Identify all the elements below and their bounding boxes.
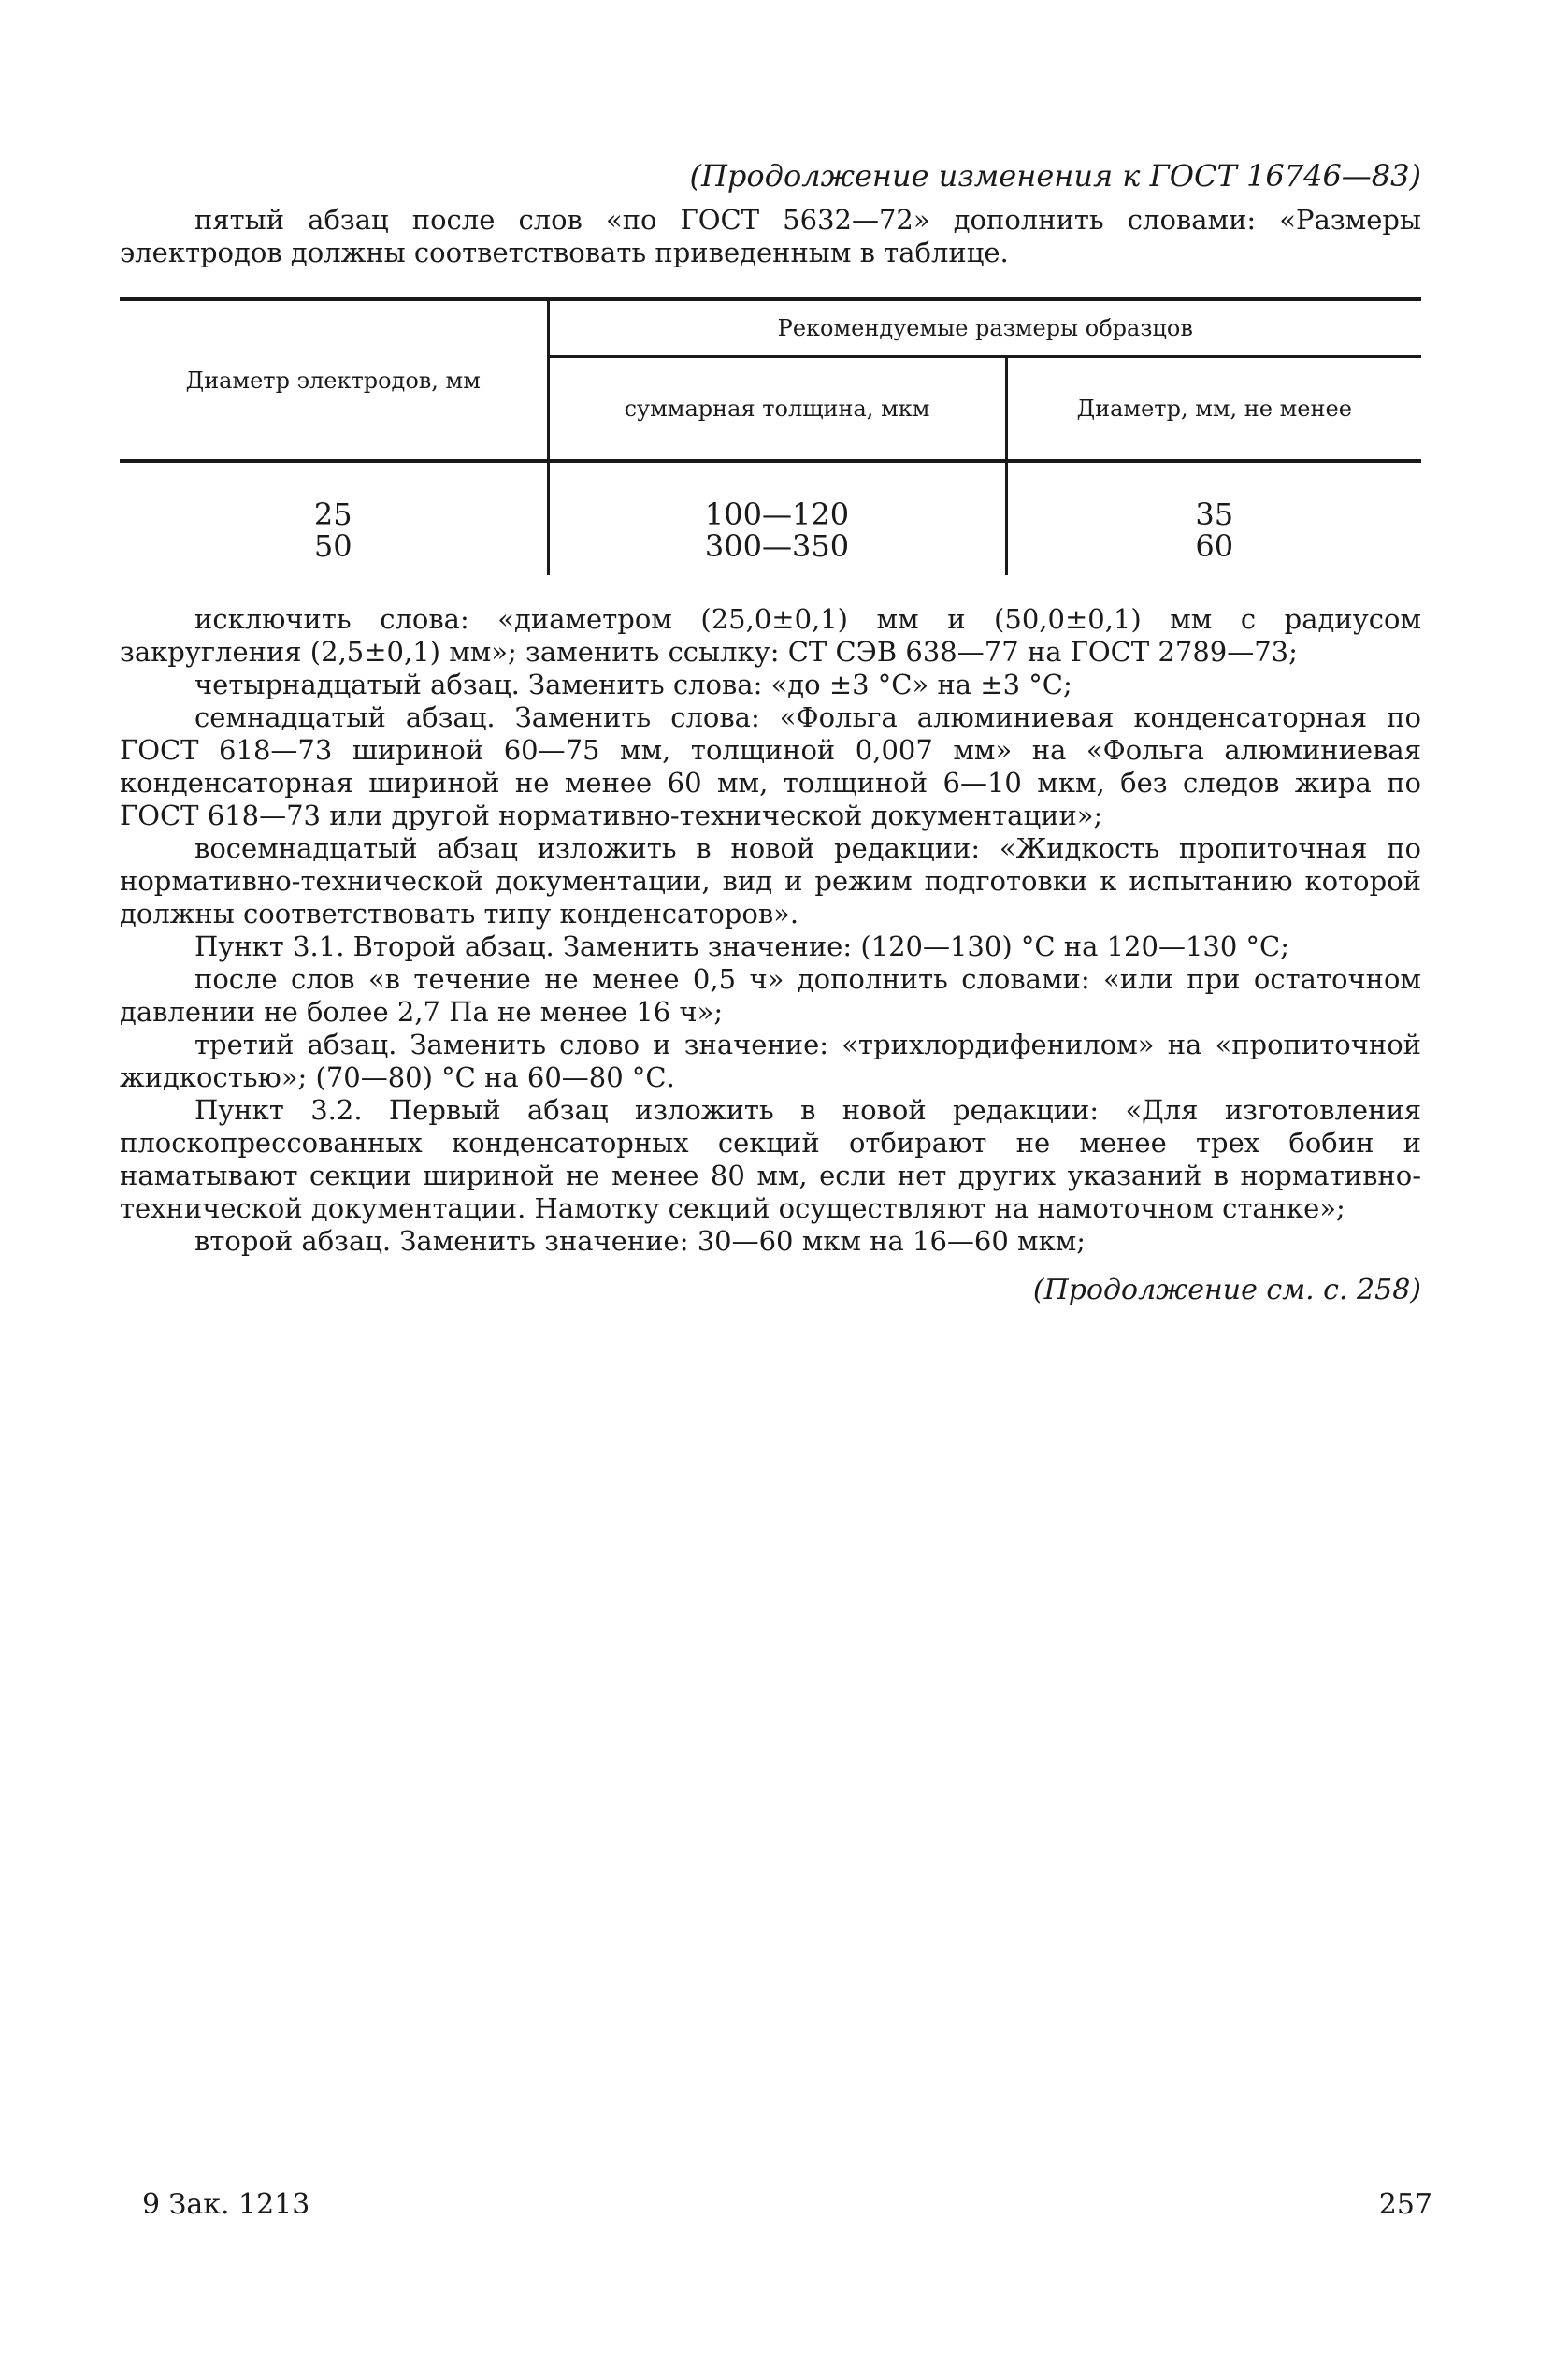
cell-diameters bbox=[120, 463, 548, 575]
paragraph: третий абзац. Заменить слово и значение: «трихлордифенилом» на «пропиточной жидкостью»; (70—80) °С на 60—80 °С. bbox=[120, 1029, 1421, 1093]
sample-size-table bbox=[120, 297, 1421, 575]
col-header-total-thickness: суммарная толщина, мкм bbox=[548, 357, 1006, 462]
table-cell: 50 bbox=[313, 528, 352, 564]
paragraph: Пункт 3.2. Первый абзац изложить в новой редакции: «Для изготовления плоскопрессованных конденсаторных секций отбирают не менее трех бобин и наматывают секции шириной не менее 80 мм, если нет других указаний в нормативно-технической документации. Намотку секций осуществляют на намоточном станке»; bbox=[120, 1094, 1421, 1224]
col-header-sample-diameter: Диаметр, мм, не менее bbox=[1006, 357, 1421, 462]
table-cell: 60 bbox=[1195, 528, 1234, 564]
intro-paragraph: пятый абзац после слов «по ГОСТ 5632—72» дополнить словами: «Размеры электродов должны соответствовать приведенным в таблице. bbox=[120, 204, 1421, 268]
cell-sample-diameters bbox=[1006, 463, 1421, 575]
paragraph: восемнадцатый абзац изложить в новой редакции: «Жидкость пропиточная по нормативно-технической документации, вид и режим подготовки к испытанию которой должны соответствовать типу конденсаторов». bbox=[120, 832, 1421, 930]
paragraph: после слов «в течение не менее 0,5 ч» дополнить словами: «или при остаточном давлении не более 2,7 Па не менее 16 ч»; bbox=[120, 963, 1421, 1028]
paragraph: Пункт 3.1. Второй абзац. Заменить значение: (120—130) °С на 120—130 °С; bbox=[194, 930, 1289, 962]
table-cell: 300—350 bbox=[704, 528, 850, 564]
table-body bbox=[120, 463, 1421, 575]
header-continuation: (Продолжение изменения к ГОСТ 16746—83) bbox=[689, 158, 1421, 194]
page-number: 257 bbox=[1378, 2188, 1432, 2221]
paragraph: четырнадцатый абзац. Заменить слова: «до ±3 °С» на ±3 °С; bbox=[194, 669, 1072, 700]
order-number: 9 Зак. 1213 bbox=[142, 2188, 310, 2221]
paragraph: исключить слова: «диаметром (25,0±0,1) мм и (50,0±0,1) мм с радиусом закругления (2,5±0,1) мм»; заменить ссылку: СТ СЭВ 638—77 на ГОСТ 2789—73; bbox=[120, 603, 1421, 668]
paragraph: второй абзац. Заменить значение: 30—60 мкм на 16—60 мкм; bbox=[194, 1225, 1086, 1257]
document-page bbox=[120, 157, 1421, 1336]
paragraph: семнадцатый абзац. Заменить слова: «Фольга алюминиевая конденсаторная по ГОСТ 618—73 шириной 60—75 мм, толщиной 0,007 мм» на «Фольга алюминиевая конденсаторная шириной не менее 60 мм, толщиной 6—10 мкм, без следов жира по ГОСТ 618—73 или другой нормативно-технической документации»; bbox=[120, 701, 1421, 831]
footer-continuation: (Продолжение см. с. 258) bbox=[1032, 1274, 1421, 1306]
col-header-electrode-diameter: Диаметр электродов, мм bbox=[185, 367, 481, 394]
table-cell: 35 bbox=[1195, 497, 1234, 532]
table-cell: 25 bbox=[313, 497, 352, 532]
table-cell: 100—120 bbox=[704, 497, 850, 532]
cell-thicknesses bbox=[548, 463, 1006, 575]
group-header-recommended-sizes: Рекомендуемые размеры образцов bbox=[548, 301, 1421, 357]
body-text bbox=[120, 603, 1421, 1258]
